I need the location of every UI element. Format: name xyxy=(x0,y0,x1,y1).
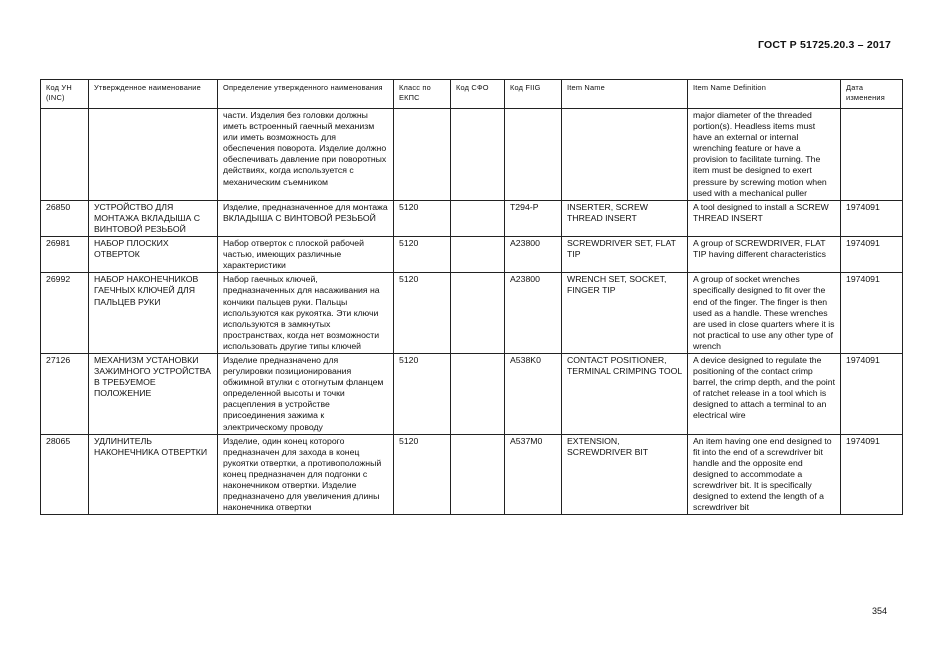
definition-ru-cell: Набор отверток с плоской рабочей частью, имеющих различные характеристики xyxy=(218,237,394,273)
name-ru-cell: НАБОР НАКОНЕЧНИКОВ ГАЕЧНЫХ КЛЮЧЕЙ ДЛЯ ПАЛЬЦЕВ РУКИ xyxy=(89,273,218,354)
item-name-cell: EXTENSION, SCREWDRIVER BIT xyxy=(562,434,688,515)
inc-cell: 26850 xyxy=(41,200,89,236)
fiig-cell: A537M0 xyxy=(505,434,562,515)
definition-ru-cell: Изделие предназначено для регулировки позиционирования обжимной втулки с отогнутым фланцем определенной высоты и точки расцепления в устройстве присоединения зажима к электрическому проводу xyxy=(218,353,394,434)
date-cell: 1974091 xyxy=(841,200,903,236)
table-header-row xyxy=(41,80,903,109)
table-row-continuation xyxy=(41,109,903,201)
ekps-cell: 5120 xyxy=(394,353,451,434)
column-header-name-ru: Утвержденное наименование xyxy=(89,80,218,109)
column-header-date: Дата изменения xyxy=(841,80,903,109)
sfo-cell xyxy=(451,200,505,236)
table-row xyxy=(41,434,903,515)
definition-ru-cell: Набор гаечных ключей, предназначенных для насаживания на кончики пальцев руки. Пальцы используются как рукоятка. Эти ключи используются в замкнутых пространствах, когда нет возможности использовать другие типы ключей xyxy=(218,273,394,354)
inc-cell: 26992 xyxy=(41,273,89,354)
item-name-cell: WRENCH SET, SOCKET, FINGER TIP xyxy=(562,273,688,354)
item-definition-cell: A group of SCREWDRIVER, FLAT TIP having different characteristics xyxy=(688,237,841,273)
ekps-cell: 5120 xyxy=(394,237,451,273)
column-header-ekps: Класс по ЕКПС xyxy=(394,80,451,109)
item-name-cell: SCREWDRIVER SET, FLAT TIP xyxy=(562,237,688,273)
fiig-cell: T294-P xyxy=(505,200,562,236)
fiig-cell: A23800 xyxy=(505,237,562,273)
column-header-definition-ru: Определение утвержденного наименования xyxy=(218,80,394,109)
column-header-item-definition: Item Name Definition xyxy=(688,80,841,109)
item-definition-cell: major diameter of the threaded portion(s). Headless items must have an external or internal wrenching feature or have a provision to facilitate turning. The item must be designed to exert pressure by screwing motion when used with a mechanical puller xyxy=(688,109,841,201)
sfo-cell xyxy=(451,237,505,273)
item-definition-cell: A group of socket wrenches specifically designed to fit over the end of the finger. The finger is then used as a handle. These wrenches are used in close quarters where it is not practical to use any other type of wrench xyxy=(688,273,841,354)
item-definition-cell: A tool designed to install a SCREW THREAD INSERT xyxy=(688,200,841,236)
table-row xyxy=(41,353,903,434)
definition-ru-cell: Изделие, предназначенное для монтажа ВКЛАДЫША С ВИНТОВОЙ РЕЗЬБОЙ xyxy=(218,200,394,236)
sfo-cell xyxy=(451,273,505,354)
definition-ru-cell: части. Изделия без головки должны иметь встроенный гаечный механизм или иметь возможность для обеспечения поворота. Изделие должно обеспечивать давление при поворотных действиях, когда используется с механическим съемником xyxy=(218,109,394,201)
date-cell: 1974091 xyxy=(841,353,903,434)
definition-ru-cell: Изделие, один конец которого предназначен для захода в конец рукоятки отвертки, а противоположный конец предназначен для подгонки с наконечником отвертки. Изделие предназначено для увеличения длины наконечника отвертки xyxy=(218,434,394,515)
item-name-cell: INSERTER, SCREW THREAD INSERT xyxy=(562,200,688,236)
inc-cell: 26981 xyxy=(41,237,89,273)
date-cell: 1974091 xyxy=(841,273,903,354)
item-name-cell: CONTACT POSITIONER, TERMINAL CRIMPING TOOL xyxy=(562,353,688,434)
name-ru-cell: НАБОР ПЛОСКИХ ОТВЕРТОК xyxy=(89,237,218,273)
table-row xyxy=(41,200,903,236)
table-row xyxy=(41,273,903,354)
column-header-inc: Код УН (INC) xyxy=(41,80,89,109)
document-standard-header: ГОСТ Р 51725.20.3 – 2017 xyxy=(758,39,891,51)
item-definition-cell: An item having one end designed to fit into the end of a screwdriver bit handle and the opposite end designed to accommodate a screwdriver bit. It is specifically designed to extend the length of a screwdriver bit xyxy=(688,434,841,515)
sfo-cell xyxy=(451,353,505,434)
name-ru-cell: УДЛИНИТЕЛЬ НАКОНЕЧНИКА ОТВЕРТКИ xyxy=(89,434,218,515)
table-row xyxy=(41,237,903,273)
item-definition-cell: A device designed to regulate the positioning of the contact crimp barrel, the crimp depth, and the point of ratchet release in a tool which is designed to attach a terminal to an electrical wire xyxy=(688,353,841,434)
ekps-cell: 5120 xyxy=(394,273,451,354)
date-cell: 1974091 xyxy=(841,434,903,515)
fiig-cell: A23800 xyxy=(505,273,562,354)
page-number: 354 xyxy=(871,606,887,616)
column-header-item-name: Item Name xyxy=(562,80,688,109)
name-ru-cell: МЕХАНИЗМ УСТАНОВКИ ЗАЖИМНОГО УСТРОЙСТВА В ТРЕБУЕМОЕ ПОЛОЖЕНИЕ xyxy=(89,353,218,434)
ekps-cell: 5120 xyxy=(394,200,451,236)
sfo-cell xyxy=(451,434,505,515)
fiig-cell: A538K0 xyxy=(505,353,562,434)
ekps-cell: 5120 xyxy=(394,434,451,515)
column-header-fiig: Код FIIG xyxy=(505,80,562,109)
name-ru-cell: УСТРОЙСТВО ДЛЯ МОНТАЖА ВКЛАДЫША С ВИНТОВОЙ РЕЗЬБОЙ xyxy=(89,200,218,236)
column-header-sfo: Код СФО xyxy=(451,80,505,109)
inc-cell: 28065 xyxy=(41,434,89,515)
nomenclature-table xyxy=(40,79,903,515)
inc-cell: 27126 xyxy=(41,353,89,434)
date-cell: 1974091 xyxy=(841,237,903,273)
